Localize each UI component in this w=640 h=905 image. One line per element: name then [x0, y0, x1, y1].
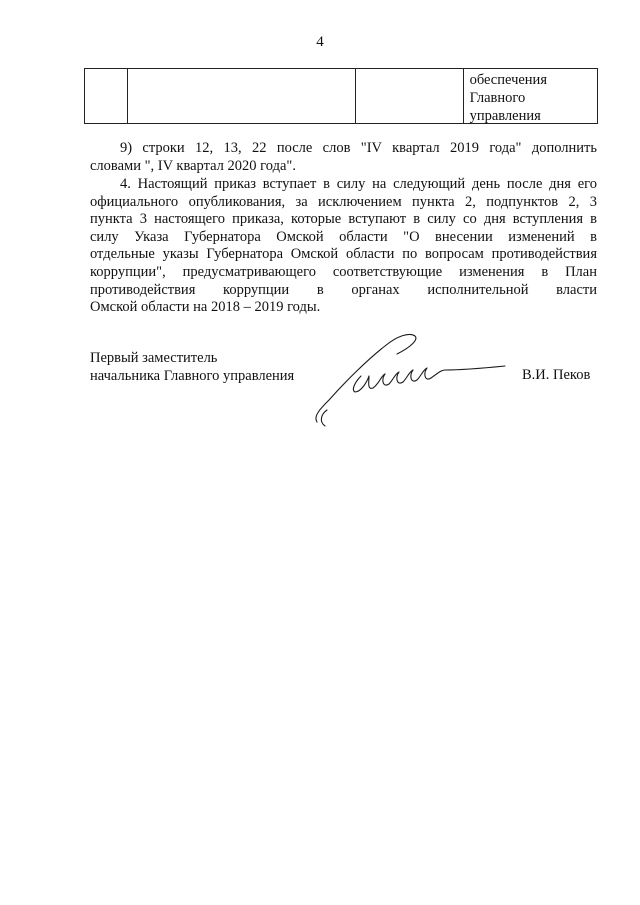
- signer-name: В.И. Пеков: [522, 367, 591, 383]
- signatory-position-line: Первый заместитель: [90, 350, 218, 366]
- paragraph-line: словами ", IV квартал 2020 года".: [90, 157, 296, 174]
- signatory-position-line: начальника Главного управления: [90, 368, 295, 384]
- signatory-position: [90, 349, 294, 385]
- paragraph-line: 4. Настоящий приказ вступает в силу на следующий день после дня его: [120, 176, 597, 192]
- table-cell-empty: [355, 69, 463, 124]
- paragraph-line: Омской области на 2018 – 2019 годы.: [90, 299, 321, 316]
- paragraph-line: противодействия коррупции в органах исполнительной власти: [90, 281, 597, 298]
- paragraph-9: [90, 140, 597, 175]
- table-cell-line: управления: [469, 108, 541, 123]
- table-cell-empty: [127, 69, 355, 124]
- paragraph-line: силу Указа Губернатора Омской области "О внесении изменений в: [90, 228, 597, 245]
- paragraph-line: официального опубликования, за исключением пункта 2, подпунктов 2, 3: [90, 193, 597, 210]
- paragraph-4: [90, 176, 597, 317]
- signature-icon: [305, 330, 515, 430]
- table-cell-empty: [85, 69, 128, 124]
- page-number: 4: [316, 34, 324, 50]
- paragraph-line: 9) строки 12, 13, 22 после слов "IV квартал 2019 года" дополнить: [120, 140, 597, 156]
- table-cell-line: обеспечения: [469, 72, 547, 88]
- paragraph-line: коррупции", предусматривающего соответствующие изменения в План: [90, 263, 597, 280]
- paragraph-line: отдельные указы Губернатора Омской области по вопросам противодействия: [90, 246, 597, 263]
- handwritten-signature: [305, 330, 515, 435]
- continuation-table: [84, 68, 598, 124]
- table-cell-line: Главного: [469, 90, 526, 106]
- table-cell-responsible: [463, 69, 597, 124]
- paragraph-line: пункта 3 настоящего приказа, которые вступают в силу со дня вступления в: [90, 211, 597, 228]
- table-row: [85, 69, 598, 124]
